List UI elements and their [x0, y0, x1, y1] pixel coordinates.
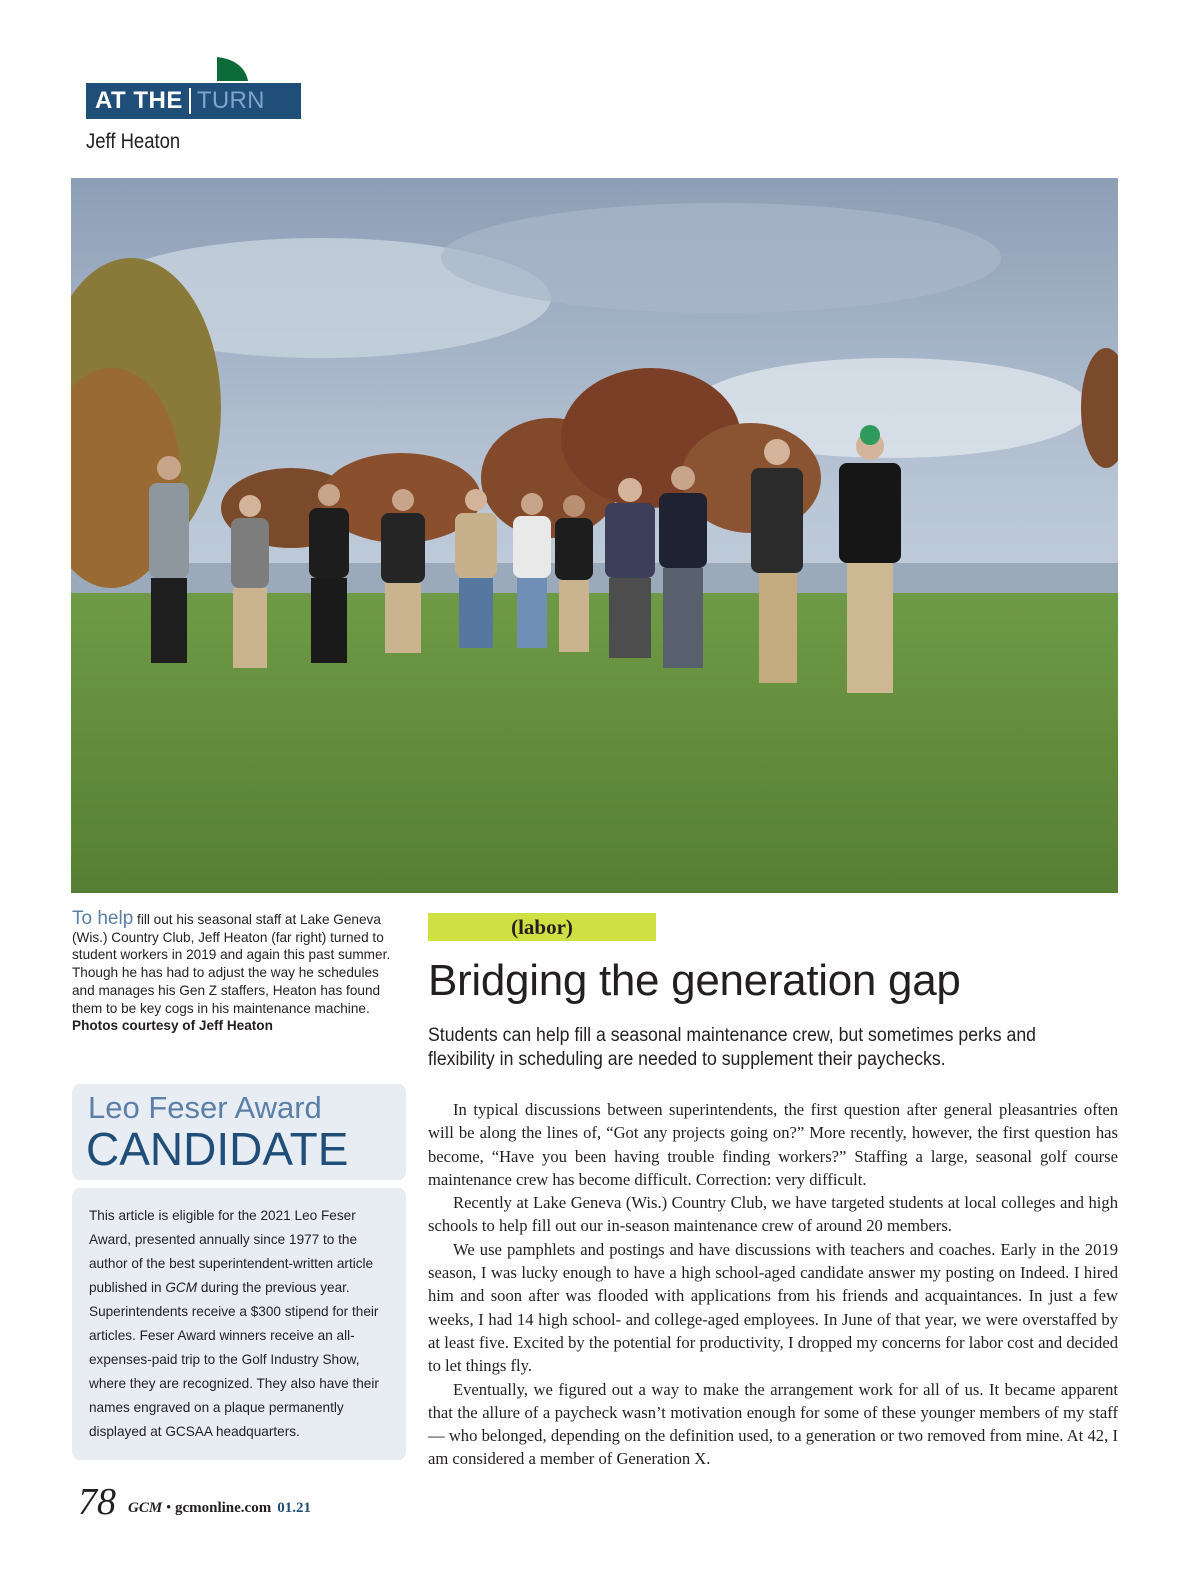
staff-photo — [71, 178, 1118, 893]
caption-text: fill out his seasonal staff at Lake Geneva (Wis.) Country Club, Jeff Heaton (far right) turned to student workers in 2019 and again this past summer. Though he has had to adjust the way he schedules and manages his Gen Z staffers, Heaton has found them to be key cogs in his maintenance machine. — [72, 912, 391, 1016]
section-header — [86, 83, 301, 119]
footer-line — [128, 1500, 311, 1517]
article-dek: Students can help fill a seasonal maintenance crew, but sometimes perks and flexibility in scheduling are needed to supplement their paychecks. — [428, 1025, 1037, 1070]
caption-lead: To help — [72, 908, 134, 929]
byline: Jeff Heaton — [86, 130, 181, 153]
award-text-em: GCM — [165, 1280, 198, 1295]
section-header-light: TURN — [196, 87, 265, 114]
caption-credit: Photos courtesy of Jeff Heaton — [72, 1018, 273, 1034]
section-header-bold: AT THE — [95, 87, 183, 114]
award-candidate: CANDIDATE — [86, 1123, 349, 1175]
award-header-box — [72, 1084, 406, 1180]
award-text — [89, 1204, 394, 1444]
body-paragraph: Eventually, we figured out a way to make the arrangement work for all of us. It became apparent that the allure of a paycheck wasn’t motivation enough for some of these younger members of my staff — who belonged, depending on the definition used, to a generation or two removed from mine. At 42, I am considered a member of Generation X. — [428, 1379, 1118, 1469]
category-tag — [428, 913, 656, 941]
flag-icon — [216, 57, 248, 81]
award-text-before: This article is eligible for the 2021 Leo Feser Award, presented annually since 1977 to the author of the best superintendent-written article published in — [89, 1208, 374, 1295]
footer-site: gcmonline.com — [174, 1500, 272, 1516]
category-tag-text: (labor) — [511, 914, 573, 939]
award-label: Leo Feser Award — [88, 1090, 322, 1125]
body-paragraph: We use pamphlets and postings and have discussions with teachers and coaches. Early in the 2019 season, I was lucky enough to have a high school-aged candidate answer my posting on Indeed. I hired him and soon after was flooded with applications from his friends and acquaintances. In just a few weeks, I had 14 high school- and college-aged employees. In June of that year, we were overstaffed by at least five. Excited by the potential for productivity, I dropped my concerns for labor cost and decided to let things fly. — [428, 1239, 1118, 1376]
article-headline: Bridging the generation gap — [428, 956, 961, 1005]
award-text-after: during the previous year. Superintendents receive a $300 stipend for their articles. Feser Award winners receive an all-expenses-paid trip to the Golf Industry Show, where they are recognized. They also have their names engraved on a plaque permanently displayed at GCSAA headquarters. — [89, 1280, 379, 1439]
photo-caption — [72, 910, 402, 1035]
section-header-divider — [189, 88, 191, 114]
footer-bullet: • — [162, 1500, 175, 1516]
footer-publication: GCM — [128, 1500, 163, 1516]
body-paragraph: Recently at Lake Geneva (Wis.) Country Club, we have targeted students at local colleges and high schools to help fill out our in-season maintenance crew of around 20 members. — [428, 1193, 1118, 1236]
footer-date: 01.21 — [277, 1500, 311, 1516]
award-body-box — [72, 1188, 406, 1460]
body-paragraph: In typical discussions between superintendents, the first question after general pleasantries often will be along the lines of, “Got any projects going on?” More recently, however, the first question has become, “Have you been having trouble finding workers?” Staffing a large, seasonal golf course maintenance crew has become difficult. Correction: very difficult. — [428, 1100, 1118, 1189]
article-body — [428, 1098, 1118, 1471]
page-number: 78 — [78, 1481, 116, 1523]
